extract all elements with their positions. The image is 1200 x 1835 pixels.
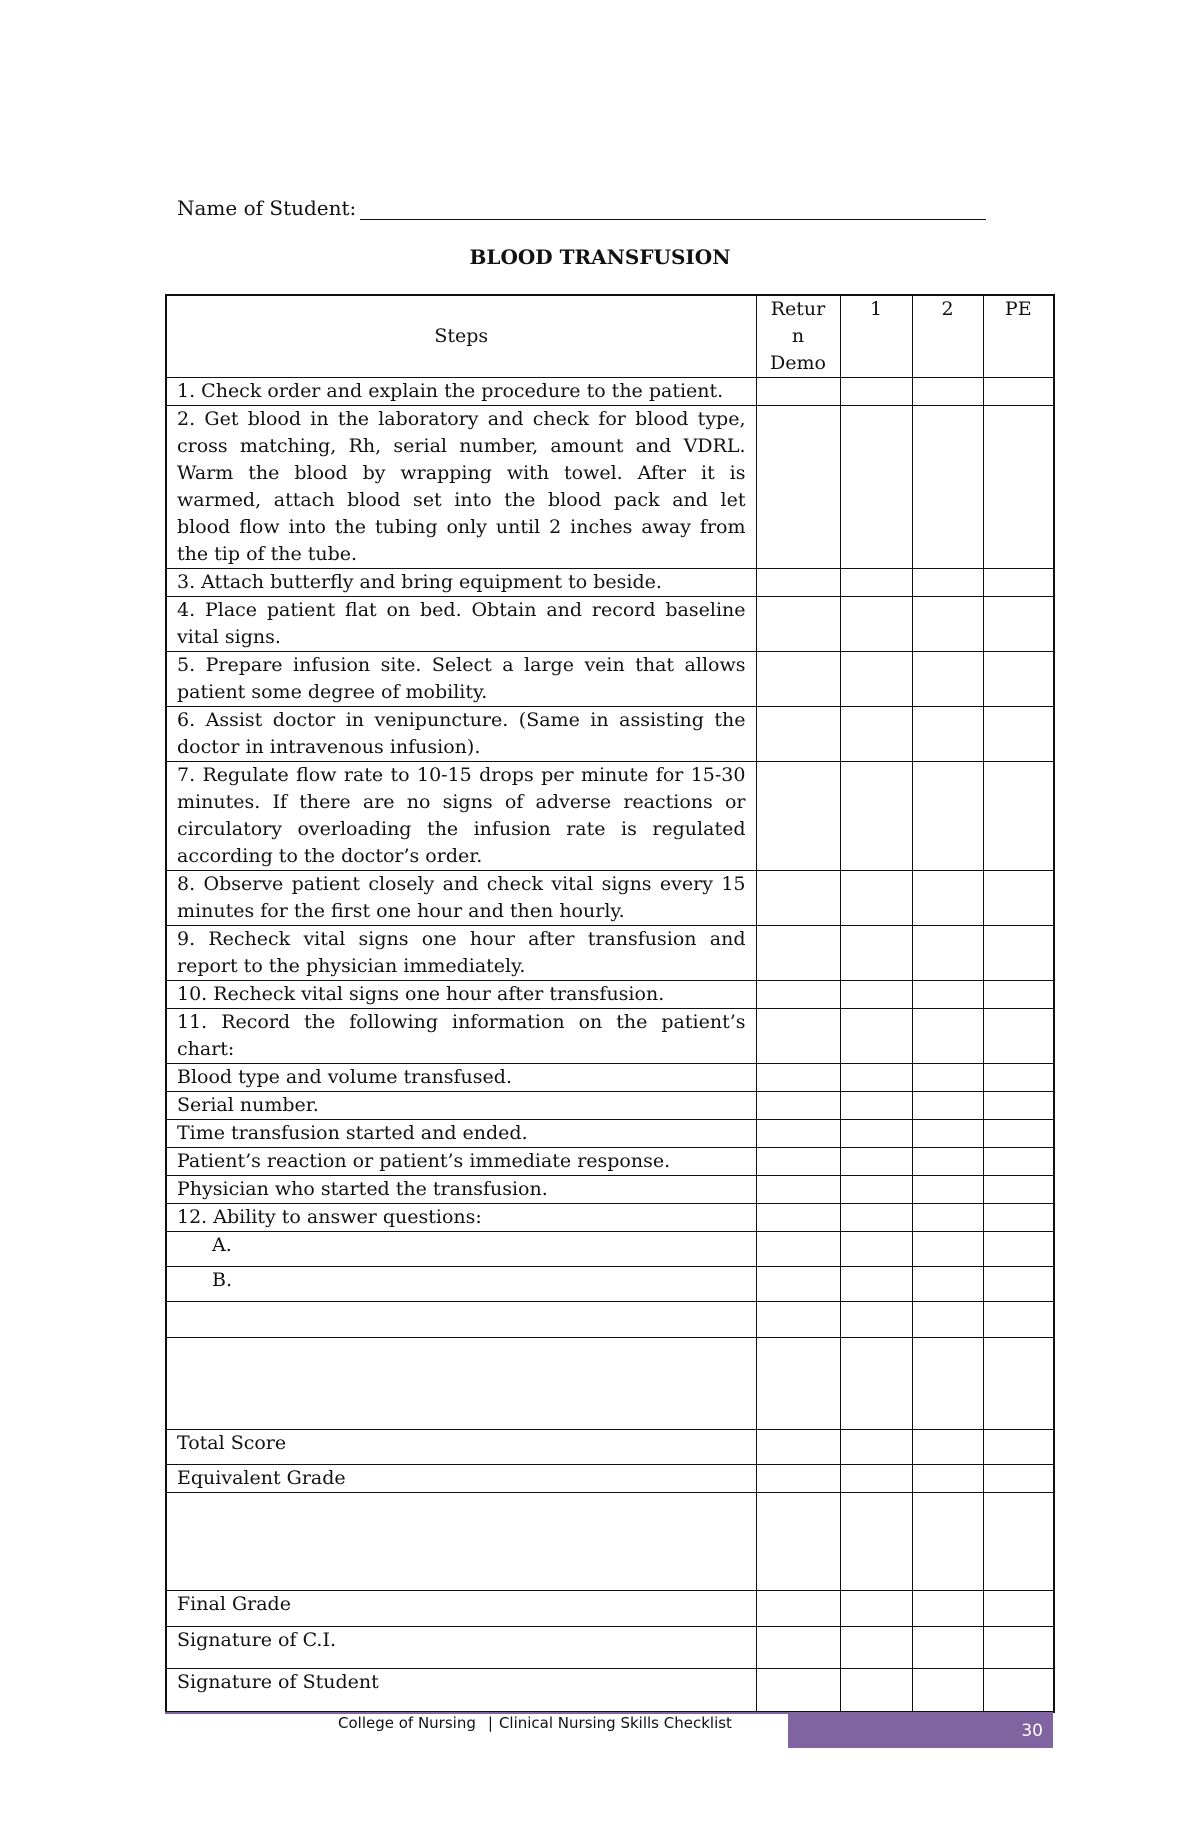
score-cell[interactable] [756,1009,840,1064]
final-grade-row [166,1591,1054,1627]
score-cell[interactable] [983,569,1054,597]
total-score-label: Total Score [166,1430,756,1465]
score-cell[interactable] [840,1493,912,1591]
question-b-row [166,1267,1054,1302]
blank-cell[interactable] [166,1302,756,1338]
score-cell[interactable] [912,981,983,1009]
score-cell[interactable] [912,1204,983,1232]
step-text: 5. Prepare infusion site. Select a large vein that allows patient some degree of mobility. [166,652,756,707]
student-name-label: Name of Student: [177,196,357,220]
blank-row [166,1302,1054,1338]
score-cell[interactable] [756,597,840,652]
blank-row [166,1338,1054,1430]
score-cell[interactable] [983,378,1054,406]
score-cell[interactable] [756,1302,840,1338]
score-cell[interactable] [912,1493,983,1591]
score-cell[interactable] [840,762,912,871]
final-grade-label: Final Grade [166,1591,756,1627]
score-cell[interactable] [912,1009,983,1064]
steps-header: Steps [166,295,756,378]
score-cell[interactable] [840,378,912,406]
score-cell[interactable] [983,1267,1054,1302]
table-row [166,1092,1054,1120]
score-cell[interactable] [912,1302,983,1338]
score-cell[interactable] [912,1465,983,1493]
table-row [166,569,1054,597]
step-text: Serial number. [166,1092,756,1120]
score-cell[interactable] [756,569,840,597]
score-cell[interactable] [912,652,983,707]
return-demo-header: Retur n Demo [756,295,840,378]
table-header-row [166,295,1054,378]
score-cell[interactable] [756,1120,840,1148]
score-cell[interactable] [912,1591,983,1627]
score-cell[interactable] [840,1669,912,1712]
step-text: Blood type and volume transfused. [166,1064,756,1092]
table-row [166,871,1054,926]
table-row [166,1176,1054,1204]
score-cell[interactable] [756,871,840,926]
score-cell[interactable] [912,1092,983,1120]
page-title: BLOOD TRANSFUSION [469,245,731,269]
step-text: 3. Attach butterfly and bring equipment to beside. [166,569,756,597]
score-cell[interactable] [840,1148,912,1176]
footer-text [338,1714,732,1732]
equivalent-grade-label: Equivalent Grade [166,1465,756,1493]
blank-row [166,1493,1054,1591]
score-cell[interactable] [912,1064,983,1092]
score-cell[interactable] [983,1148,1054,1176]
step-text: 9. Recheck vital signs one hour after transfusion and report to the physician immediately. [166,926,756,981]
score-cell[interactable] [983,1064,1054,1092]
step-text: 1. Check order and explain the procedure to the patient. [166,378,756,406]
score-cell[interactable] [840,981,912,1009]
score-cell[interactable] [756,926,840,981]
footer-subtitle: Clinical Nursing Skills Checklist [498,1714,732,1732]
score-cell[interactable] [912,1120,983,1148]
score-cell[interactable] [840,1591,912,1627]
table-row [166,762,1054,871]
score-cell[interactable] [756,1430,840,1465]
score-cell[interactable] [983,1092,1054,1120]
step-text: Time transfusion started and ended. [166,1120,756,1148]
score-cell[interactable] [912,762,983,871]
score-cell[interactable] [756,378,840,406]
score-cell[interactable] [912,378,983,406]
score-cell[interactable] [983,1669,1054,1712]
table-row [166,926,1054,981]
score-cell[interactable] [983,871,1054,926]
score-cell[interactable] [756,652,840,707]
score-cell[interactable] [840,1465,912,1493]
table-row [166,1064,1054,1092]
step-text: 6. Assist doctor in venipuncture. (Same in assisting the doctor in intravenous infusion). [166,707,756,762]
score-cell[interactable] [983,1465,1054,1493]
score-cell[interactable] [983,1120,1054,1148]
footer-separator: | [487,1714,493,1732]
score-cell[interactable] [840,569,912,597]
score-cell[interactable] [912,926,983,981]
score-cell[interactable] [912,871,983,926]
score-cell[interactable] [840,1267,912,1302]
score-cell[interactable] [840,1627,912,1669]
score-cell[interactable] [840,707,912,762]
score-cell[interactable] [912,1232,983,1267]
score-cell[interactable] [756,1064,840,1092]
score-cell[interactable] [756,1232,840,1267]
score-cell[interactable] [756,1338,840,1430]
score-cell[interactable] [840,1009,912,1064]
score-cell[interactable] [756,406,840,569]
score-cell[interactable] [756,1092,840,1120]
score-cell[interactable] [756,1267,840,1302]
score-cell[interactable] [912,1338,983,1430]
score-cell[interactable] [983,1009,1054,1064]
score-cell[interactable] [983,1176,1054,1204]
score-cell[interactable] [756,707,840,762]
score-cell[interactable] [756,1627,840,1669]
score-cell[interactable] [840,1176,912,1204]
score-cell[interactable] [840,1092,912,1120]
table-row [166,406,1054,569]
score-cell[interactable] [912,1148,983,1176]
score-cell[interactable] [983,1493,1054,1591]
table-row [166,707,1054,762]
score-cell[interactable] [983,1430,1054,1465]
score-cell[interactable] [983,1204,1054,1232]
step-text: 2. Get blood in the laboratory and check for blood type, cross matching, Rh, serial number, amount and VDRL. Warm the blood by wrapping with towel. After it is warmed, attach blood set into the blood pack and let blood flow into the tubing only until 2 inches away from the tip of the tube. [166,406,756,569]
score-cell[interactable] [756,1148,840,1176]
equivalent-grade-row [166,1465,1054,1493]
score-cell[interactable] [912,1267,983,1302]
table-row [166,981,1054,1009]
signature-ci-label: Signature of C.I. [166,1627,756,1669]
step-text: 10. Recheck vital signs one hour after transfusion. [166,981,756,1009]
score-cell[interactable] [912,569,983,597]
score-cell[interactable] [983,1302,1054,1338]
score-cell[interactable] [983,1232,1054,1267]
score-cell[interactable] [756,762,840,871]
score-cell[interactable] [840,926,912,981]
score-cell[interactable] [912,1176,983,1204]
total-score-row [166,1430,1054,1465]
score-cell[interactable] [983,926,1054,981]
score-cell[interactable] [756,981,840,1009]
step-text: 7. Regulate flow rate to 10-15 drops per minute for 15-30 minutes. If there are no signs of adverse reactions or circulatory overloading the infusion rate is regulated according to the doctor’s order. [166,762,756,871]
score-cell[interactable] [756,1669,840,1712]
score-cell[interactable] [840,1430,912,1465]
score-cell[interactable] [840,1232,912,1267]
table-row [166,1009,1054,1064]
score-cell[interactable] [840,406,912,569]
blank-cell[interactable] [166,1493,756,1591]
score-cell[interactable] [756,1176,840,1204]
step-text: 12. Ability to answer questions: [166,1204,756,1232]
question-a-label: A. [166,1232,756,1267]
score-cell[interactable] [840,1064,912,1092]
page-number: 30 [788,1714,1053,1748]
question-a-row [166,1232,1054,1267]
score-cell[interactable] [912,1430,983,1465]
score-cell[interactable] [840,1204,912,1232]
score-cell[interactable] [983,1627,1054,1669]
step-text: 11. Record the following information on the patient’s chart: [166,1009,756,1064]
score-cell[interactable] [983,1591,1054,1627]
student-name-blank[interactable] [360,199,986,220]
table-row [166,1120,1054,1148]
score-cell[interactable] [983,652,1054,707]
score-cell[interactable] [840,1338,912,1430]
score-cell[interactable] [840,1302,912,1338]
student-name-line [177,196,986,220]
signature-ci-row [166,1627,1054,1669]
score-cell[interactable] [983,762,1054,871]
score-cell[interactable] [983,707,1054,762]
question-b-label: B. [166,1267,756,1302]
score-cell[interactable] [756,1591,840,1627]
blank-cell[interactable] [166,1338,756,1430]
score-cell[interactable] [756,1465,840,1493]
score-cell[interactable] [840,597,912,652]
score-cell[interactable] [756,1204,840,1232]
step-text: Patient’s reaction or patient’s immediate response. [166,1148,756,1176]
table-row [166,597,1054,652]
step-text: Physician who started the transfusion. [166,1176,756,1204]
pe-header: PE [983,295,1054,378]
score-cell[interactable] [756,1493,840,1591]
table-row [166,1148,1054,1176]
score-cell[interactable] [912,1669,983,1712]
score-cell[interactable] [983,1338,1054,1430]
score-cell[interactable] [840,871,912,926]
table-row [166,378,1054,406]
score-cell[interactable] [912,707,983,762]
score-cell[interactable] [840,1120,912,1148]
table-row [166,652,1054,707]
score-cell[interactable] [912,1627,983,1669]
step-text: 8. Observe patient closely and check vital signs every 15 minutes for the first one hour and then hourly. [166,871,756,926]
column-1-header: 1 [840,295,912,378]
signature-student-row [166,1669,1054,1712]
checklist-table [165,294,1055,1713]
signature-student-label: Signature of Student [166,1669,756,1712]
score-cell[interactable] [983,981,1054,1009]
score-cell[interactable] [840,652,912,707]
column-2-header: 2 [912,295,983,378]
score-cell[interactable] [912,406,983,569]
score-cell[interactable] [983,406,1054,569]
footer-college: College of Nursing [338,1714,476,1732]
step-text: 4. Place patient flat on bed. Obtain and record baseline vital signs. [166,597,756,652]
score-cell[interactable] [983,597,1054,652]
score-cell[interactable] [912,597,983,652]
table-row [166,1204,1054,1232]
